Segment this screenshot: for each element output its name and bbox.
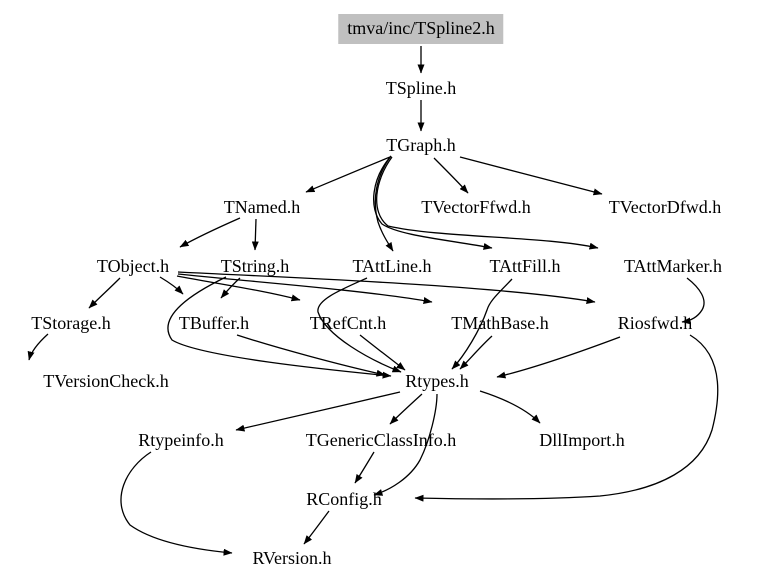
node-rversion[interactable] [252, 549, 331, 567]
node-label: TGenericClassInfo.h [305, 430, 457, 450]
node-label: RConfig.h [306, 489, 382, 509]
node-tvectordfwd[interactable] [609, 198, 721, 216]
node-rconfig[interactable] [306, 490, 382, 508]
node-trefcnt[interactable] [310, 314, 387, 332]
node-label: TGraph.h [386, 135, 456, 155]
node-tstorage[interactable] [31, 314, 110, 332]
node-label: TObject.h [96, 256, 170, 276]
node-tspline[interactable] [386, 79, 457, 97]
node-label: TRefCnt.h [309, 313, 387, 333]
node-label: tmva/inc/TSpline2.h [347, 18, 495, 38]
node-tgraph[interactable] [386, 136, 455, 154]
node-label: TSpline.h [385, 78, 457, 98]
node-tmathbase[interactable] [451, 314, 548, 332]
node-label: RVersion.h [252, 548, 332, 568]
node-riosfwd[interactable] [618, 314, 693, 332]
node-label: Rtypes.h [405, 371, 469, 391]
node-tstring[interactable] [221, 257, 290, 275]
node-dllimport[interactable] [539, 431, 625, 449]
node-label: TAttMarker.h [623, 256, 723, 276]
node-label: TStorage.h [31, 313, 111, 333]
node-tobject[interactable] [97, 257, 169, 275]
node-tattmarker[interactable] [624, 257, 722, 275]
node-label: TVectorDfwd.h [608, 197, 722, 217]
node-label: TAttLine.h [352, 256, 432, 276]
node-rtypeinfo[interactable] [138, 431, 224, 449]
node-tspline2[interactable] [338, 14, 503, 44]
node-tversioncheck[interactable] [43, 372, 168, 390]
node-tattline[interactable] [352, 257, 431, 275]
node-tbuffer[interactable] [179, 314, 249, 332]
node-label: TBuffer.h [178, 313, 250, 333]
node-label: TAttFill.h [489, 256, 561, 276]
node-label: TVectorFfwd.h [421, 197, 531, 217]
node-label: TString.h [220, 256, 290, 276]
node-label: TNamed.h [223, 197, 301, 217]
node-label: Riosfwd.h [617, 313, 693, 333]
node-label: DllImport.h [539, 430, 625, 450]
node-label: TVersionCheck.h [43, 371, 169, 391]
node-tvectorffwd[interactable] [421, 198, 530, 216]
node-tgenericclassinfo[interactable] [306, 431, 456, 449]
node-label: Rtypeinfo.h [138, 430, 224, 450]
node-label: TMathBase.h [451, 313, 549, 333]
node-tnamed[interactable] [224, 198, 300, 216]
node-tattfill[interactable] [489, 257, 560, 275]
node-rtypes[interactable] [405, 372, 469, 390]
